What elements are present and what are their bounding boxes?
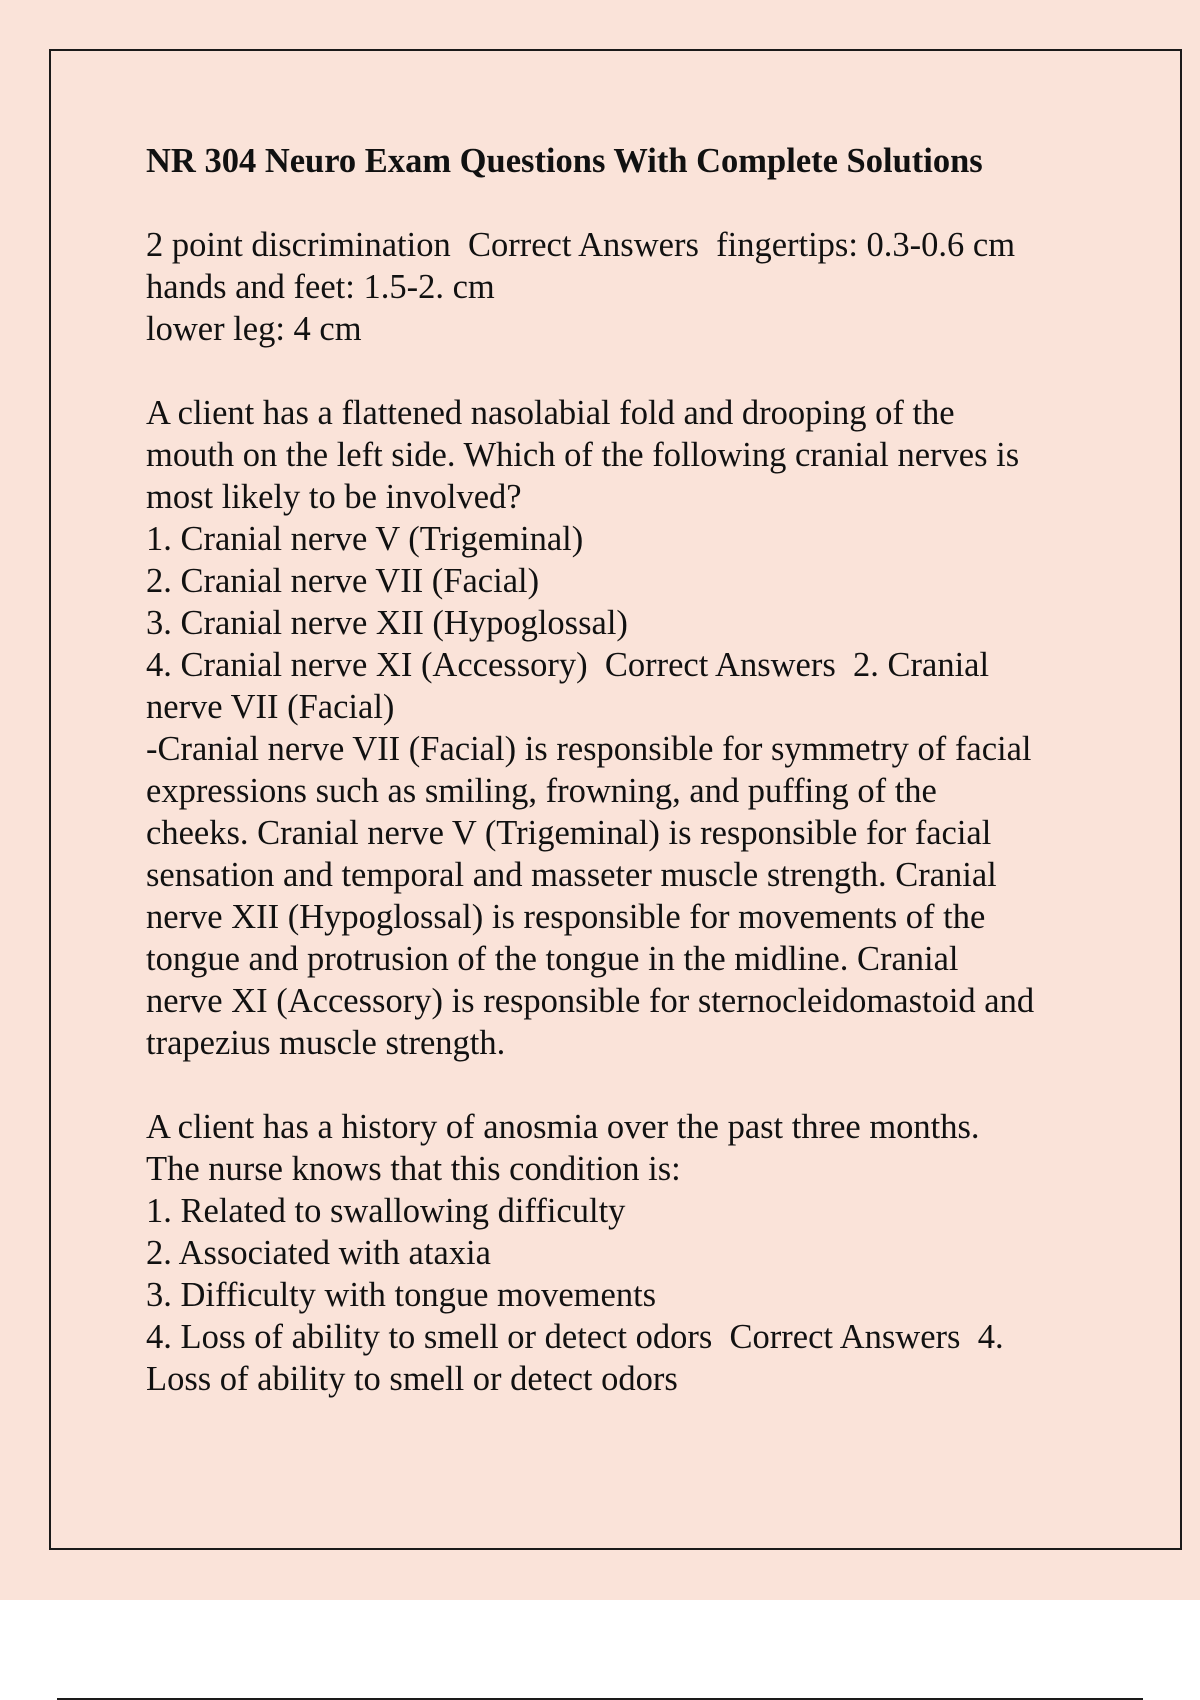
- question-list: [146, 224, 1106, 1400]
- text-line: Loss of ability to smell or detect odors: [146, 1360, 678, 1398]
- text-line: -Cranial nerve VII (Facial) is responsible for symmetry of facial: [146, 730, 1032, 768]
- text-line: cheeks. Cranial nerve V (Trigeminal) is responsible for facial: [146, 814, 992, 852]
- text-line: 4. Loss of ability to smell or detect odors Correct Answers 4.: [146, 1318, 1004, 1356]
- text-line: 2. Cranial nerve VII (Facial): [146, 562, 540, 600]
- text-line: most likely to be involved?: [146, 478, 522, 516]
- question-block: [146, 392, 1106, 1064]
- text-line: A client has a flattened nasolabial fold and drooping of the: [146, 394, 955, 432]
- text-line: hands and feet: 1.5-2. cm: [146, 268, 495, 306]
- document-title: NR 304 Neuro Exam Questions With Complete Solutions: [146, 142, 983, 180]
- text-line: 3. Difficulty with tongue movements: [146, 1276, 657, 1314]
- text-line: 2. Associated with ataxia: [146, 1234, 491, 1272]
- document-body: [146, 140, 1106, 1400]
- text-line: 2 point discrimination Correct Answers fingertips: 0.3-0.6 cm: [146, 226, 1016, 264]
- text-line: nerve VII (Facial): [146, 688, 395, 726]
- text-line: lower leg: 4 cm: [146, 310, 362, 348]
- text-line: The nurse knows that this condition is:: [146, 1150, 681, 1188]
- text-line: expressions such as smiling, frowning, and puffing of the: [146, 772, 937, 810]
- text-line: 4. Cranial nerve XI (Accessory) Correct Answers 2. Cranial: [146, 646, 990, 684]
- question-block: [146, 1106, 1106, 1400]
- text-line: mouth on the left side. Which of the following cranial nerves is: [146, 436, 1020, 474]
- text-line: nerve XI (Accessory) is responsible for sternocleidomastoid and: [146, 982, 1035, 1020]
- text-line: 1. Related to swallowing difficulty: [146, 1192, 626, 1230]
- text-line: nerve XII (Hypoglossal) is responsible for movements of the: [146, 898, 986, 936]
- text-line: 3. Cranial nerve XII (Hypoglossal): [146, 604, 628, 642]
- text-line: A client has a history of anosmia over the past three months.: [146, 1108, 980, 1146]
- question-block: [146, 224, 1106, 350]
- text-line: trapezius muscle strength.: [146, 1024, 506, 1062]
- text-line: sensation and temporal and masseter muscle strength. Cranial: [146, 856, 997, 894]
- text-line: 1. Cranial nerve V (Trigeminal): [146, 520, 584, 558]
- text-line: tongue and protrusion of the tongue in the midline. Cranial: [146, 940, 959, 978]
